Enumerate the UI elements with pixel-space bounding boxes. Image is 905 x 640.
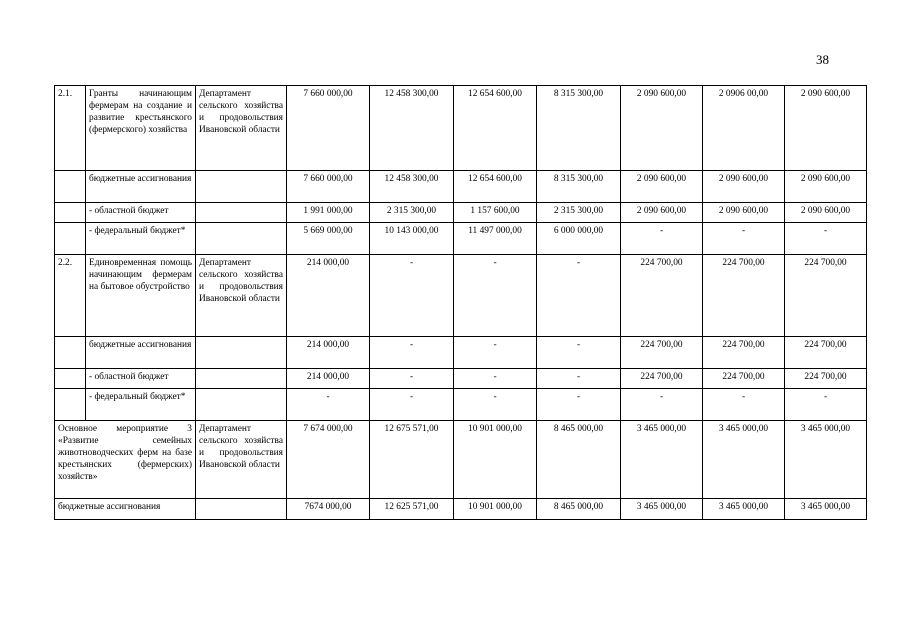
- value-cell: 3 465 000,00: [621, 499, 703, 520]
- value-cell: 224 700,00: [621, 255, 703, 337]
- value-cell: 2 090 600,00: [785, 86, 867, 171]
- row-executor-empty: [196, 389, 287, 421]
- value-cell: 7 674 000,00: [287, 421, 370, 499]
- value-cell: -: [785, 223, 867, 255]
- value-cell: 3 465 000,00: [785, 421, 867, 499]
- row-name: - областной бюджет: [86, 369, 196, 389]
- value-cell: -: [454, 389, 537, 421]
- value-cell: 1 991 000,00: [287, 203, 370, 223]
- value-cell: 8 315 300,00: [537, 86, 621, 171]
- value-cell: 2 090 600,00: [785, 171, 867, 203]
- value-cell: 224 700,00: [621, 337, 703, 369]
- value-cell: -: [454, 369, 537, 389]
- value-cell: 3 465 000,00: [621, 421, 703, 499]
- row-name: Основное мероприятие 3 «Развитие семейных животноводческих ферм на базе крестьянских (фермерских) хозяйств»: [55, 421, 196, 499]
- row-code-empty: [55, 223, 86, 255]
- row-code-empty: [55, 337, 86, 369]
- value-cell: -: [703, 223, 785, 255]
- value-cell: 2 090 600,00: [621, 203, 703, 223]
- row-code: 2.1.: [55, 86, 86, 171]
- value-cell: 2 090 600,00: [621, 171, 703, 203]
- value-cell: 2 090 600,00: [621, 86, 703, 171]
- value-cell: 214 000,00: [287, 369, 370, 389]
- value-cell: 7 660 000,00: [287, 86, 370, 171]
- value-cell: -: [621, 223, 703, 255]
- value-cell: 10 901 000,00: [454, 421, 537, 499]
- row-executor: Департамент сельского хозяйства и продовольствия Ивановской области: [196, 421, 287, 499]
- row-executor: Департамент сельского хозяйства и продовольствия Ивановской области: [196, 86, 287, 171]
- row-executor-empty: [196, 499, 287, 520]
- page-number: 38: [816, 52, 829, 67]
- value-cell: -: [454, 337, 537, 369]
- value-cell: 12 675 571,00: [370, 421, 454, 499]
- value-cell: 6 000 000,00: [537, 223, 621, 255]
- value-cell: 224 700,00: [703, 255, 785, 337]
- value-cell: 12 654 600,00: [454, 171, 537, 203]
- value-cell: 2 090 600,00: [703, 171, 785, 203]
- row-executor-empty: [196, 171, 287, 203]
- value-cell: 7 660 000,00: [287, 171, 370, 203]
- value-cell: 11 497 000,00: [454, 223, 537, 255]
- value-cell: -: [370, 255, 454, 337]
- row-executor-empty: [196, 369, 287, 389]
- row-executor-empty: [196, 337, 287, 369]
- value-cell: 10 143 000,00: [370, 223, 454, 255]
- value-cell: -: [537, 369, 621, 389]
- row-code-empty: [55, 369, 86, 389]
- value-cell: 8 315 300,00: [537, 171, 621, 203]
- row-executor-empty: [196, 203, 287, 223]
- value-cell: 2 315 300,00: [370, 203, 454, 223]
- table-row: [55, 369, 867, 389]
- value-cell: -: [785, 389, 867, 421]
- value-cell: 7674 000,00: [287, 499, 370, 520]
- value-cell: 5 669 000,00: [287, 223, 370, 255]
- value-cell: 214 000,00: [287, 255, 370, 337]
- value-cell: 8 465 000,00: [537, 499, 621, 520]
- value-cell: -: [287, 389, 370, 421]
- row-code: 2.2.: [55, 255, 86, 337]
- row-code-empty: [55, 203, 86, 223]
- table-row: [55, 223, 867, 255]
- table-row: [55, 86, 867, 171]
- value-cell: 3 465 000,00: [703, 421, 785, 499]
- value-cell: -: [454, 255, 537, 337]
- row-executor: Департамент сельского хозяйства и продовольствия Ивановской области: [196, 255, 287, 337]
- value-cell: 1 157 600,00: [454, 203, 537, 223]
- row-name: - федеральный бюджет*: [86, 389, 196, 421]
- value-cell: -: [537, 255, 621, 337]
- table-row: [55, 337, 867, 369]
- value-cell: 3 465 000,00: [703, 499, 785, 520]
- value-cell: 10 901 000,00: [454, 499, 537, 520]
- table-row: [55, 255, 867, 337]
- value-cell: 2 090 600,00: [785, 203, 867, 223]
- value-cell: 224 700,00: [785, 369, 867, 389]
- row-name: бюджетные ассигнования: [86, 337, 196, 369]
- value-cell: 224 700,00: [621, 369, 703, 389]
- value-cell: -: [537, 389, 621, 421]
- row-name: бюджетные ассигнования: [55, 499, 196, 520]
- value-cell: -: [370, 337, 454, 369]
- value-cell: 8 465 000,00: [537, 421, 621, 499]
- row-name: Единовременная помощь начинающим фермерам на бытовое обустройство: [86, 255, 196, 337]
- value-cell: 12 458 300,00: [370, 86, 454, 171]
- value-cell: 2 315 300,00: [537, 203, 621, 223]
- budget-table: [54, 85, 867, 520]
- value-cell: 224 700,00: [785, 337, 867, 369]
- value-cell: 224 700,00: [703, 337, 785, 369]
- value-cell: -: [370, 369, 454, 389]
- table-row: [55, 171, 867, 203]
- row-executor-empty: [196, 223, 287, 255]
- table-row: [55, 389, 867, 421]
- value-cell: -: [537, 337, 621, 369]
- value-cell: -: [621, 389, 703, 421]
- row-name: Гранты начинающим фермерам на создание и развитие крестьянского (фермерского) хозяйства: [86, 86, 196, 171]
- value-cell: 224 700,00: [785, 255, 867, 337]
- value-cell: 12 458 300,00: [370, 171, 454, 203]
- row-name: - областной бюджет: [86, 203, 196, 223]
- value-cell: 2 090 600,00: [703, 203, 785, 223]
- table-row: [55, 421, 867, 499]
- value-cell: 3 465 000,00: [785, 499, 867, 520]
- row-name: бюджетные ассигнования: [86, 171, 196, 203]
- row-code-empty: [55, 171, 86, 203]
- value-cell: 12 625 571,00: [370, 499, 454, 520]
- value-cell: 214 000,00: [287, 337, 370, 369]
- value-cell: 2 0906 00,00: [703, 86, 785, 171]
- value-cell: 12 654 600,00: [454, 86, 537, 171]
- row-name: - федеральный бюджет*: [86, 223, 196, 255]
- value-cell: -: [703, 389, 785, 421]
- table-row: [55, 203, 867, 223]
- value-cell: 224 700,00: [703, 369, 785, 389]
- table-row: [55, 499, 867, 520]
- value-cell: -: [370, 389, 454, 421]
- row-code-empty: [55, 389, 86, 421]
